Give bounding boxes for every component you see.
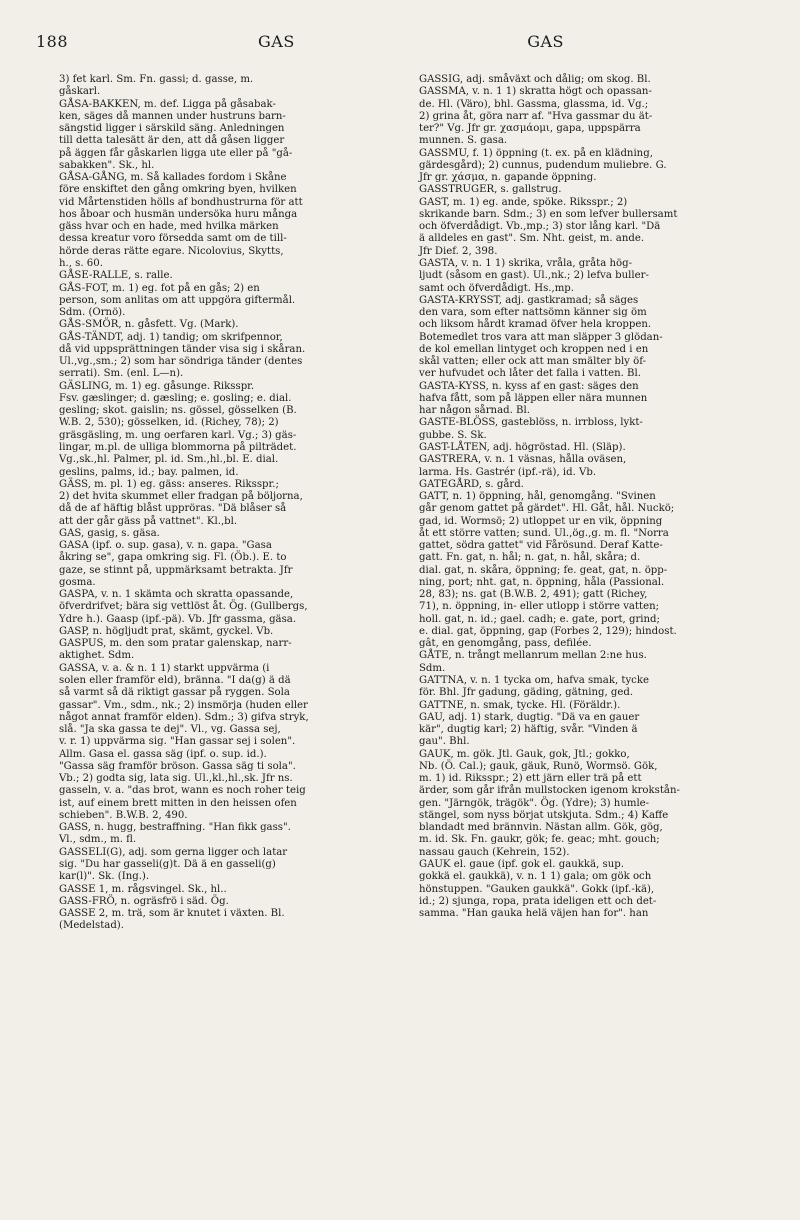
- left-column-line: GASS-FRÖ, n. ogräsfrö i säd. Ög.: [59, 895, 229, 907]
- left-column-line: aktighet. Sdm.: [59, 650, 135, 662]
- right-column-line: skrikande barn. Sdm.; 3) en som lefver bullersamt: [419, 208, 678, 220]
- left-column-line: Sdm. (Ornö).: [59, 307, 126, 319]
- right-column-line: blandadt med brännvin. Nästan allm. Gök, gög,: [419, 822, 663, 834]
- right-column-line: GATTNA, v. n. 1 tycka om, hafva smak, tycke: [419, 675, 649, 687]
- right-column-line: Nb. (Ö. Cal.); gauk, gäuk, Runö, Wormsö. Gök,: [419, 760, 658, 772]
- left-column-line: då de af häftig blåst uppröras. "Dä blåser så: [59, 503, 287, 515]
- left-column-line: GASSE 2, m. trä, som är knutet i växten. Bl.: [59, 908, 285, 920]
- left-column-line: öfverdrifvet; bära sig vettlöst åt. Ög. (Gullbergs,: [59, 601, 308, 613]
- left-column-line: GAS, gasig, s. gäsa.: [59, 527, 160, 539]
- right-column-line: gokkä el. gaukkä), v. n. 1 1) gala; om gök och: [419, 871, 652, 883]
- left-column-line: solen eller framför eld), bränna. "I da(g) ä dä: [59, 675, 291, 687]
- left-column-line: GÅSE-RALLE, s. ralle.: [59, 270, 173, 282]
- left-column-line: så varmt så dä riktigt gassar på ryggen. Sola: [59, 687, 290, 699]
- right-column-line: Jfr gr. χάσμα, n. gapande öppning.: [419, 172, 597, 184]
- left-column-line: GASP, n. högljudt prat, skämt, gyckel. Vb.: [59, 625, 274, 637]
- right-column-line: GAST, m. 1) eg. ande, spöke. Riksspr.; 2): [419, 196, 628, 208]
- right-column-line: nassau gauch (Kehrein, 152).: [419, 846, 570, 858]
- right-column-line: m. 1) id. Riksspr.; 2) ett järn eller trä på ett: [419, 773, 642, 785]
- right-column-line: den vara, som efter nattsömn känner sig öm: [419, 307, 647, 319]
- page-header: [36, 32, 764, 56]
- left-column-line: GÅSA-BAKKEN, m. def. Ligga på gåsabak-: [59, 98, 276, 110]
- left-column-line: person, som anlitas om att uppgöra giftermål.: [59, 294, 296, 306]
- left-column-line: geslins, palms, id.; bay. palmen, id.: [59, 466, 239, 478]
- right-column-line: ä alldeles en gast". Sm. Nht. geist, m. ande.: [419, 233, 645, 245]
- left-column-line: gesling; skot. gaislin; ns. gössel, gösselken (B.: [59, 405, 297, 417]
- right-column-line: e. dial. gat, öppning, gap (Forbes 2, 129); hindost.: [419, 625, 677, 637]
- left-column-line: gräsgäsling, m. ung oerfaren karl. Vg.; 3) gäs-: [59, 429, 297, 441]
- left-column-line: 3) fet karl. Sm. Fn. gassi; d. gasse, m.: [59, 74, 254, 85]
- right-column-line: GAUK el. gaue (ipf. gok el. gaukkä, sup.: [419, 859, 624, 870]
- right-column-line: GASTA-KRYSST, adj. gastkramad; så säges: [419, 294, 639, 306]
- left-column-line: GASA (ipf. o. sup. gasa), v. n. gapa. "Gasa: [59, 540, 272, 552]
- left-column-line: ist, auf einem brett mitten in den heissen ofen: [59, 797, 297, 809]
- right-column-line: GÅTE, n. trångt mellanrum mellan 2:ne hus.: [419, 650, 647, 662]
- left-column: [59, 74, 399, 933]
- right-column-line: larma. Hs. Gastrér (ipf.-rä), id. Vb.: [419, 466, 597, 478]
- right-column-line: Botemedlet tros vara att man släpper 3 glödan-: [419, 331, 663, 343]
- left-column-line: före enskiftet den gång omkring byen, hvilken: [59, 184, 297, 196]
- right-column-line: m. id. Sk. Fn. gaukr, gök; fe. geac; mht. gouch;: [419, 834, 660, 846]
- right-column-line: GATTNE, n. smak, tycke. Hl. (Föräldr.).: [419, 699, 621, 711]
- left-column-line: Ul.,vg.,sm.; 2) som har söndriga tänder (dentes: [59, 356, 303, 368]
- left-column-line: GASS, n. hugg, bestraffning. "Han fikk gass".: [59, 822, 291, 834]
- left-column-line: slå. "Ja ska gassa te dej". Vl., vg. Gassa sej,: [59, 724, 281, 736]
- left-column-line: gosma.: [59, 576, 96, 588]
- right-column-line: för. Bhl. Jfr gadung, gäding, gätning, ged.: [419, 687, 634, 699]
- left-column-line: vid Mårtenstiden hölls af bondhustrurna för att: [59, 196, 303, 208]
- left-column-line: kar(l)". Sk. (Ing.).: [59, 871, 150, 883]
- left-column-line: GÄSS, m. pl. 1) eg. gäss: anseres. Riksspr.;: [59, 478, 279, 490]
- left-column-line: (Medelstad).: [59, 920, 124, 932]
- left-column-line: Vl., sdm., m. fl.: [59, 834, 137, 846]
- right-column-line: holl. gat, n. id.; gael. cadh; e. gate, port, grind;: [419, 613, 660, 625]
- left-column-line: hörde deras rätte egare. Nicolovius, Skytts,: [59, 245, 284, 257]
- right-column-line: id.; 2) sjunga, ropa, prata ideligen ett och det-: [419, 895, 657, 907]
- right-column-line: dial. gat, n. skåra, öppning; fe. geat, gat, n. öpp-: [419, 564, 668, 576]
- left-column-line: gaze, se stinnt på, uppmärksamt betrakta. Jfr: [59, 564, 293, 576]
- left-column-line: gåskarl.: [59, 86, 101, 98]
- left-column-line: Allm. Gasa el. gassa säg (ipf. o. sup. id.).: [59, 748, 267, 760]
- right-column-line: åt ett större vatten; sund. Ul.,ög.,g. m. fl. "Norra: [419, 527, 669, 539]
- left-column-line: GÄSLING, m. 1) eg. gåsunge. Riksspr.: [59, 380, 255, 392]
- right-column-line: samma. "Han gauka helä väjen han for". han: [419, 908, 649, 920]
- left-column-line: Vg.,sk.,hl. Palmer, pl. id. Sm.,hl.,bl. E. dial.: [59, 454, 279, 466]
- left-column-line: GASSELI(G), adj. som gerna ligger och latar: [59, 846, 288, 858]
- left-column-line: gasseln, v. a. "das brot, wann es noch roher teig: [59, 785, 306, 797]
- page-number: 188: [36, 32, 69, 51]
- right-column-line: GASSMU, f. 1) öppning (t. ex. på en klädning,: [419, 147, 653, 159]
- right-column-line: gubbe. S. Sk.: [419, 429, 487, 441]
- right-column-line: ter?" Vg. Jfr gr. χασμάομι, gapa, uppspärra: [419, 123, 641, 135]
- right-column-line: GAUK, m. gök. Jtl. Gauk, gok, Jtl.; gokko,: [419, 748, 630, 760]
- right-column-line: har någon sårnad. Bl.: [419, 405, 530, 417]
- left-column-line: 2) det hvita skummet eller fradgan på böljorna,: [59, 491, 303, 503]
- left-column-line: GÅS-SMÖR, n. gåsfett. Vg. (Mark).: [59, 319, 239, 331]
- right-column-line: stängel, som nyss börjat utskjuta. Sdm.; 4) Kaffe: [419, 809, 669, 821]
- right-column-line: skål vatten; eller ock att man smälter bly öf-: [419, 356, 647, 368]
- right-column-line: ning, port; nht. gat, n. öppning, håla (Passional.: [419, 576, 665, 588]
- right-column-line: hönstuppen. "Gauken gaukkä". Gokk (ipf.-kä),: [419, 883, 655, 895]
- running-head-left: GAS: [258, 32, 295, 51]
- left-column-line: GASSE 1, m. rågsvingel. Sk., hl..: [59, 883, 227, 895]
- right-column-line: GASTA, v. n. 1 1) skrika, vråla, gråta hög-: [419, 257, 632, 269]
- left-column-line: hos åboar och husmän undersöka huru många: [59, 208, 298, 220]
- left-column-line: GÅSA-GÅNG, m. Så kallades fordom i Skåne: [59, 172, 287, 184]
- right-column-line: GASSIG, adj. småväxt och dålig; om skog. Bl.: [419, 74, 651, 85]
- left-column-line: GÅS-FOT, m. 1) eg. fot på en gås; 2) en: [59, 282, 260, 294]
- right-column-line: GATT, n. 1) öppning, hål, genomgång. "Svinen: [419, 491, 656, 503]
- left-column-line: sabakken". Sk., hl.: [59, 159, 155, 171]
- left-column-line: GASPUS, m. den som pratar galenskap, narr-: [59, 638, 292, 650]
- right-column-line: gen. "Järngök, trägök". Ög. (Ydre); 3) humle-: [419, 797, 650, 809]
- left-column-line: till detta talesätt är den, att då gåsen ligger: [59, 135, 285, 147]
- right-column-line: GASSTRUGER, s. gallstrug.: [419, 184, 562, 196]
- right-column-line: GASTE-BLÖSS, gasteblöss, n. irrbloss, lykt-: [419, 417, 643, 429]
- left-column-line: schieben". B.W.B. 2, 490.: [59, 809, 188, 821]
- right-column-line: GASTA-KYSS, n. kyss af en gast: säges den: [419, 380, 639, 392]
- right-column-line: munnen. S. gasa.: [419, 135, 508, 147]
- right-column-line: gatt. Fn. gat, n. hål; n. gat, n. hål, skåra; d.: [419, 552, 641, 564]
- left-column-line: Ydre h.). Gaasp (ipf.-pä). Vb. Jfr gassma, gäsa.: [59, 613, 297, 625]
- right-column-line: 71), n. öppning, in- eller utlopp i större vatten;: [419, 601, 660, 613]
- right-column-line: ljudt (såsom en gast). Ul.,nk.; 2) lefva buller-: [419, 270, 649, 282]
- left-column-line: på äggen får gåskarlen ligga ute eller på "gå-: [59, 147, 293, 159]
- right-column-line: ver hufvudet och låter det falla i vatten. Bl.: [419, 368, 641, 380]
- left-column-line: lingar, m.pl. de ulliga blommorna på pilträdet.: [59, 441, 297, 453]
- right-column-line: GASTRERA, v. n. 1 väsnas, hålla oväsen,: [419, 454, 627, 466]
- left-column-line: dessa kreatur voro försedda samt om de till-: [59, 233, 287, 245]
- right-column: [419, 74, 759, 920]
- right-column-line: Sdm.: [419, 662, 446, 674]
- right-column-line: samt och öfverdådigt. Hs.,mp.: [419, 282, 575, 294]
- right-column-line: GAST-LÅTEN, adj. högröstad. Hl. (Släp).: [419, 441, 626, 453]
- left-column-line: h., s. 60.: [59, 257, 103, 269]
- right-column-line: Jfr Dief. 2, 398.: [419, 245, 498, 257]
- right-column-line: hafva fått, som på läppen eller nära munnen: [419, 392, 648, 404]
- left-column-line: gäss hvar och en hade, med hvilka märken: [59, 221, 279, 233]
- right-column-line: och liksom hårdt kramad öfver hela kroppen.: [419, 319, 652, 331]
- left-column-line: "Gassa säg framför bröson. Gassa säg ti sola".: [59, 760, 296, 772]
- left-column-line: Fsv. gæslinger; d. gæsling; e. gosling; e. dial.: [59, 392, 292, 404]
- right-column-line: och öfverdådigt. Vb.,mp.; 3) stor lång karl. "Dä: [419, 221, 661, 233]
- left-column-line: då vid uppsprättningen tänder visa sig i skåran.: [59, 343, 306, 355]
- right-column-line: gärdesgård); 2) cunnus, pudendum muliebre. G.: [419, 159, 667, 171]
- left-column-line: åkring se", gapa omkring sig. Fl. (Öb.). E. to: [59, 552, 287, 564]
- left-column-line: v. r. 1) uppvärma sig. "Han gassar sej i solen".: [59, 736, 296, 748]
- left-column-line: W.B. 2, 530); gösselken, id. (Richey, 78); 2): [59, 417, 279, 429]
- right-column-line: GAU, adj. 1) stark, dugtig. "Dä va en gauer: [419, 711, 640, 723]
- right-column-line: gau". Bhl.: [419, 736, 470, 748]
- right-column-line: gattet, södra gattet" vid Fårösund. Deraf Katte-: [419, 540, 663, 552]
- left-column-line: serrati). Sm. (enl. L—n).: [59, 368, 184, 380]
- right-column-line: 2) grina åt, göra narr af. "Hva gassmar du ät-: [419, 110, 653, 122]
- right-column-line: GASSMA, v. n. 1 1) skratta högt och opassan-: [419, 86, 652, 98]
- left-column-line: något annat framför elden). Sdm.; 3) gifva stryk,: [59, 711, 309, 723]
- right-column-line: de. Hl. (Väro), bhl. Gassma, glassma, id. Vg.;: [419, 98, 649, 110]
- left-column-line: GÅS-TÄNDT, adj. 1) tandig; om skrifpennor,: [59, 331, 283, 343]
- right-column-line: kär", dugtig karl; 2) häftig, svår. "Vinden ä: [419, 724, 638, 736]
- right-column-line: går genom gattet på gärdet". Hl. Gåt, hål. Nuckö;: [419, 503, 675, 515]
- left-column-line: Vb.; 2) godta sig, lata sig. Ul.,kl.,hl.,sk. Jfr ns.: [59, 773, 293, 785]
- running-head-right: GAS: [527, 32, 564, 51]
- right-column-line: gât, en genomgång, pass, defilée.: [419, 638, 592, 650]
- right-column-line: GATEGÅRD, s. gård.: [419, 478, 524, 490]
- left-column-line: ken, säges då mannen under hustruns barn-: [59, 110, 286, 122]
- right-column-line: ärder, som går ifrån mullstocken igenom krokstån-: [419, 785, 680, 797]
- right-column-line: gad, id. Wormsö; 2) utloppet ur en vik, öppning: [419, 515, 663, 527]
- left-column-line: GASPA, v. n. 1 skämta och skratta opassande,: [59, 589, 294, 601]
- left-column-line: sig. "Du har gasseli(g)t. Dä ä en gasseli(g): [59, 859, 276, 870]
- left-column-line: GASSA, v. a. & n. 1 1) starkt uppvärma (i: [59, 662, 270, 674]
- left-column-line: sängstid ligger i särskild säng. Anledningen: [59, 123, 285, 135]
- left-column-line: gassar". Vm., sdm., nk.; 2) insmörja (huden eller: [59, 699, 308, 711]
- left-column-line: att der går gäss på vattnet". Kl.,bl.: [59, 515, 238, 527]
- right-column-line: de kol emellan lintyget och kroppen ned i en: [419, 343, 649, 355]
- right-column-line: 28, 83); ns. gat (B.W.B. 2, 491); gatt (Richey,: [419, 589, 648, 601]
